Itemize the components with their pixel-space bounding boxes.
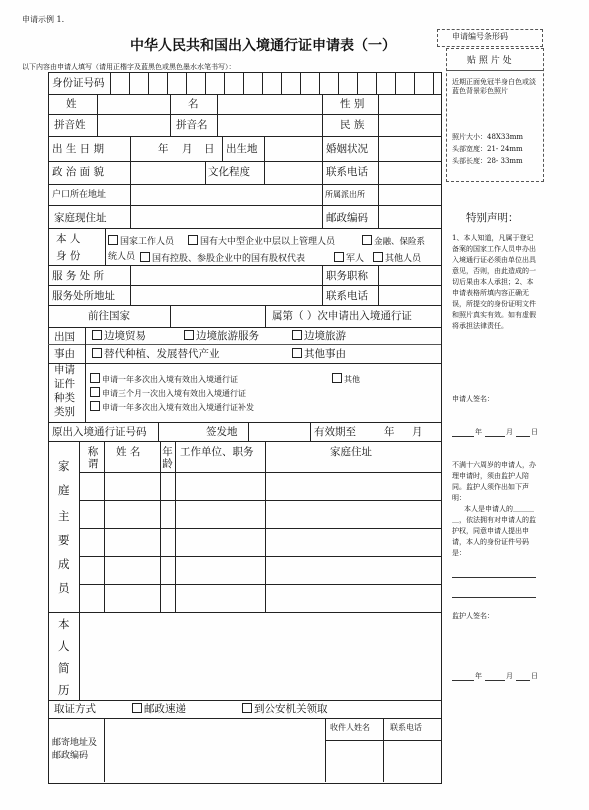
valid-month: 月 <box>412 426 423 438</box>
id-number-field[interactable] <box>110 72 440 94</box>
issue-place-label: 签发地 <box>206 426 238 438</box>
mail-addr-label-1: 邮寄地址及 <box>52 738 98 748</box>
family-label-0: 家 <box>58 459 70 473</box>
photo-head-width: 头部宽度：21- 24mm <box>452 145 523 153</box>
family-label-5: 员 <box>58 581 70 595</box>
pickup-option-police[interactable] <box>242 703 328 715</box>
birth-day: 日 <box>204 143 215 155</box>
resume-label-3: 历 <box>58 683 70 697</box>
guardian-year: 年 <box>475 672 482 680</box>
family-label-1: 庭 <box>58 483 70 497</box>
doc-option-three-month[interactable] <box>90 387 246 399</box>
identity-opt5-text: 军人 <box>346 254 365 264</box>
identity-option-finance[interactable] <box>362 235 425 248</box>
purpose-option-border-tourism[interactable] <box>292 330 346 342</box>
family-col-work: 工作单位、职务 <box>180 446 254 458</box>
purpose-opt4-text: 替代种植、发展替代产业 <box>104 348 220 360</box>
form-title: 中华人民共和国出入境通行证申请表（一） <box>130 38 396 54</box>
identity-option-military[interactable] <box>334 252 364 265</box>
gender-field[interactable] <box>379 94 439 114</box>
purpose-option-other[interactable] <box>292 348 346 360</box>
hukou-label: 户口所在地址 <box>52 190 107 200</box>
application-times: 属第（ ）次申请出入境通行证 <box>272 310 412 322</box>
given-name-label: 名 <box>188 98 199 110</box>
id-number-label: 身份证号码 <box>52 77 105 89</box>
identity-opt2-text: 国有大中型企业中层以上管理人员 <box>200 237 336 247</box>
purpose-option-border-trade[interactable] <box>92 330 146 342</box>
barcode-label: 申请编号条形码 <box>452 32 508 41</box>
guardian-sign-label: 监护人签名： <box>452 612 494 620</box>
sign-year: 年 <box>475 428 482 436</box>
photo-title: 贴 照 片 处 <box>467 56 512 66</box>
doc-opt4-text: 申请一年多次出入境有效出入境通行证补发 <box>102 403 254 412</box>
sign-day: 日 <box>531 428 538 436</box>
identity-cont-text: 统人员 <box>108 252 136 262</box>
purpose-opt1-text: 边境贸易 <box>104 330 146 342</box>
purpose-label-2: 事由 <box>54 348 75 360</box>
purpose-option-tourism-service[interactable] <box>184 330 259 342</box>
fill-instruction: 以下内容由申请人填写（请用正楷字及蓝黑色或黑色墨水水笔书写）： <box>22 63 236 71</box>
photo-desc: 近期正面免冠半身白色或淡蓝色背景彩色照片 <box>452 78 536 95</box>
political-label: 政 治 面 貌 <box>52 166 105 178</box>
police-station-label: 所属派出所 <box>325 190 365 199</box>
pickup-label: 取证方式 <box>54 703 96 715</box>
recipient-phone-label: 联系电话 <box>390 723 422 732</box>
identity-option-other[interactable] <box>373 252 421 265</box>
identity-opt3-text: 金融、保险系 <box>374 237 426 247</box>
pickup-opt2-text: 到公安机关领取 <box>254 703 328 715</box>
identity-label-1: 本 人 <box>56 233 81 245</box>
given-name-field[interactable] <box>218 94 322 114</box>
valid-until-label: 有效期至 <box>314 426 356 438</box>
family-col-name: 姓 名 <box>116 446 141 458</box>
identity-opt1-text: 国家工作人员 <box>120 237 175 247</box>
workplace-label: 服 务 处 所 <box>52 270 105 282</box>
identity-option-civil-servant[interactable] <box>108 235 174 248</box>
address-label: 家庭现住址 <box>54 212 107 224</box>
family-label-3: 要 <box>58 533 70 547</box>
identity-label-2: 身 份 <box>56 250 81 262</box>
purpose-opt2-text: 边境旅游服务 <box>196 330 259 342</box>
family-label-2: 主 <box>58 509 70 523</box>
purpose-opt5-text: 其他事由 <box>304 348 346 360</box>
declaration-title: 特别声明： <box>466 212 519 224</box>
ethnicity-label: 民 族 <box>340 119 365 131</box>
mail-addr-label-2: 邮政编码 <box>52 751 89 761</box>
purpose-opt3-text: 边境旅游 <box>304 330 346 342</box>
guardian-statement: 本人是申请人的＿＿＿＿，依法拥有对申请人的监护权，同意申请人提出申请，本人的身份证件号码是： <box>452 505 536 557</box>
doc-type-label-2: 证件 <box>54 378 75 390</box>
doc-option-other[interactable] <box>332 373 360 385</box>
valid-year: 年 <box>384 426 395 438</box>
birth-month: 月 <box>182 143 193 155</box>
identity-opt6-text: 其他人员 <box>385 254 422 264</box>
minor-note: 不满十六周岁的申请人，办理申请时，须由监护人陪同。监护人须作出如下声明： <box>452 461 536 502</box>
gender-label: 性 别 <box>340 98 365 110</box>
pickup-opt1-text: 邮政速递 <box>144 703 186 715</box>
marital-label: 婚姻状况 <box>326 143 368 155</box>
birth-date-label: 出 生 日 期 <box>52 143 105 155</box>
work-phone-label: 联系电话 <box>326 290 368 302</box>
doc-type-label-3: 种类 <box>54 392 75 404</box>
resume-label-0: 本 <box>58 617 70 631</box>
destination-label: 前往国家 <box>88 310 130 322</box>
contact-phone-label: 联系电话 <box>326 166 368 178</box>
doc-opt2-text: 其他 <box>344 375 360 384</box>
declaration-text: 1、本人知道，凡属于登记备案的国家工作人员申办出入境通行证必须由单位出具意见，否则，由此造成的一切后果由本人承担；2、本申请表格所填内容正确无误，所提交的身份证明文件和照片真实有效。如有虚假将承担法律责任。 <box>452 234 536 330</box>
birth-place-label: 出生地 <box>226 143 258 155</box>
identity-option-state-rep[interactable] <box>140 252 305 265</box>
recipient-label: 收件人姓名 <box>330 723 370 732</box>
job-title-label: 职务职称 <box>326 270 368 282</box>
doc-option-multi-year[interactable] <box>90 373 238 385</box>
sample-label: 申请示例 1. <box>22 15 65 24</box>
purpose-label-1: 出国 <box>54 331 75 343</box>
purpose-option-substitute-planting[interactable] <box>92 348 220 360</box>
photo-size: 照片大小：48X33mm <box>452 133 524 141</box>
workplace-addr-label: 服务处所地址 <box>52 290 115 302</box>
surname-field[interactable] <box>98 94 170 114</box>
family-col-address: 家庭住址 <box>330 446 372 458</box>
mail-address-field[interactable] <box>105 719 324 781</box>
doc-option-reissue[interactable] <box>90 401 254 413</box>
birth-year: 年 <box>158 143 169 155</box>
old-permit-label: 原出入境通行证号码 <box>52 426 147 438</box>
doc-opt1-text: 申请一年多次出入境有效出入境通行证 <box>102 375 238 384</box>
identity-opt4-text: 国有控股、参股企业中的国有股权代表 <box>152 254 306 264</box>
family-col-age: 年龄 <box>162 446 173 470</box>
family-label-4: 成 <box>58 557 70 571</box>
family-col-relation: 称谓 <box>87 446 99 470</box>
surname-label: 姓 <box>66 98 77 110</box>
postcode-label: 邮政编码 <box>326 212 368 224</box>
doc-type-label-4: 类别 <box>54 406 75 418</box>
resume-label-2: 简 <box>58 661 70 675</box>
doc-opt3-text: 申请三个月一次出入境有效出入境通行证 <box>102 389 246 398</box>
pickup-option-post[interactable] <box>132 703 186 715</box>
surname-pinyin-label: 拼音姓 <box>54 119 86 131</box>
name-pinyin-label: 拼音名 <box>176 119 208 131</box>
photo-head-length: 头部长度：28- 33mm <box>452 157 523 165</box>
resume-label-1: 人 <box>58 639 70 653</box>
doc-type-label-1: 申请 <box>54 364 75 376</box>
education-label: 文化程度 <box>208 166 250 178</box>
resume-field[interactable] <box>80 613 440 699</box>
guardian-month: 月 <box>506 672 513 680</box>
sign-month: 月 <box>506 428 513 436</box>
identity-option-soe-manager[interactable] <box>188 235 335 248</box>
applicant-sign-label: 申请人签名： <box>452 395 494 403</box>
guardian-day: 日 <box>531 672 538 680</box>
